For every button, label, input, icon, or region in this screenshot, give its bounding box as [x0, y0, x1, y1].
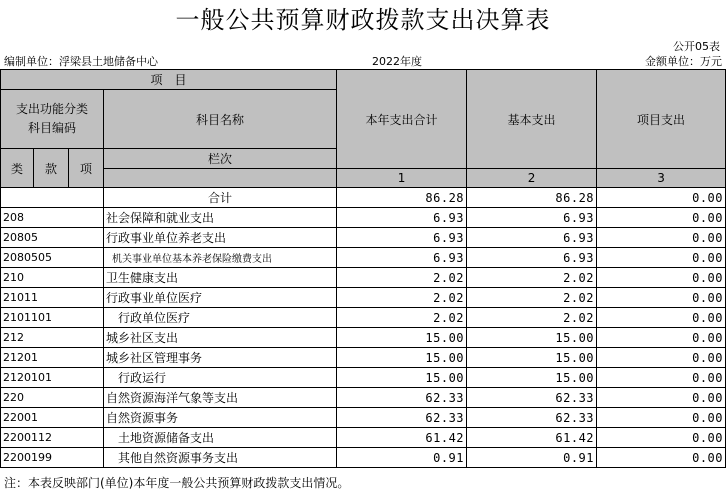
row-subject-name: 土地资源储备支出: [104, 428, 337, 448]
row-code: 21011: [1, 288, 104, 308]
row-code: 21201: [1, 348, 104, 368]
row-subject-name: 自然资源事务: [104, 408, 337, 428]
row-total: 6.93: [337, 228, 467, 248]
row-project: 0.00: [597, 328, 726, 348]
row-code: 2200199: [1, 448, 104, 468]
header-col2: 2: [467, 169, 597, 188]
table-row: [1, 308, 726, 328]
table-row: [1, 208, 726, 228]
header-lanci: 栏次: [104, 149, 337, 169]
row-project: 0.00: [597, 348, 726, 368]
row-code: 212: [1, 328, 104, 348]
table-row: [1, 328, 726, 348]
row-basic: 15.00: [467, 348, 597, 368]
row-total: 61.42: [337, 428, 467, 448]
row-basic: 15.00: [467, 368, 597, 388]
row-total: 6.93: [337, 248, 467, 268]
table-row: [1, 268, 726, 288]
row-basic: 6.93: [467, 248, 597, 268]
row-subject-name: 行政运行: [104, 368, 337, 388]
row-subject-name: 行政事业单位养老支出: [104, 228, 337, 248]
row-subject-name: 城乡社区支出: [104, 328, 337, 348]
total-row: [1, 188, 726, 208]
row-total: 15.00: [337, 328, 467, 348]
row-basic: 2.02: [467, 268, 597, 288]
row-project: 0.00: [597, 388, 726, 408]
header-category-code: 支出功能分类 科目编码: [1, 90, 104, 149]
row-total: 62.33: [337, 408, 467, 428]
row-basic: 2.02: [467, 308, 597, 328]
total-code-cell: [1, 188, 104, 208]
row-project: 0.00: [597, 428, 726, 448]
row-basic: 6.93: [467, 228, 597, 248]
row-code: 22001: [1, 408, 104, 428]
row-code: 2120101: [1, 368, 104, 388]
row-total: 2.02: [337, 288, 467, 308]
row-project: 0.00: [597, 368, 726, 388]
fiscal-year: 2022年度: [372, 55, 422, 68]
row-project: 0.00: [597, 288, 726, 308]
header-project: 项目支出: [597, 70, 726, 169]
row-subject-name: 机关事业单位基本养老保险缴费支出: [104, 248, 337, 268]
compiling-unit: 编制单位：浮梁县土地储备中心: [4, 55, 158, 68]
row-subject-name: 行政事业单位医疗: [104, 288, 337, 308]
table-row: [1, 368, 726, 388]
table-row: [1, 388, 726, 408]
row-total: 2.02: [337, 308, 467, 328]
row-total: 15.00: [337, 348, 467, 368]
header-subject-name: 科目名称: [104, 90, 337, 149]
row-basic: 62.33: [467, 408, 597, 428]
report-meta: [0, 53, 726, 68]
row-code: 2080505: [1, 248, 104, 268]
row-subject-name: 卫生健康支出: [104, 268, 337, 288]
total-basic: 86.28: [467, 188, 597, 208]
row-basic: 61.42: [467, 428, 597, 448]
row-basic: 6.93: [467, 208, 597, 228]
row-project: 0.00: [597, 308, 726, 328]
header-basic: 基本支出: [467, 70, 597, 169]
report-title: 一般公共预算财政拨款支出决算表: [175, 6, 551, 34]
row-project: 0.00: [597, 208, 726, 228]
total-project: 0.00: [597, 188, 726, 208]
row-code: 2200112: [1, 428, 104, 448]
header-subject-blank: [104, 169, 337, 188]
row-basic: 15.00: [467, 328, 597, 348]
row-total: 0.91: [337, 448, 467, 468]
header-total: 本年支出合计: [337, 70, 467, 169]
row-project: 0.00: [597, 408, 726, 428]
table-row: [1, 448, 726, 468]
table-row: [1, 248, 726, 268]
header-lei: 类: [1, 149, 34, 188]
form-number: 公开05表: [673, 40, 720, 53]
row-subject-name: 其他自然资源事务支出: [104, 448, 337, 468]
row-subject-name: 行政单位医疗: [104, 308, 337, 328]
row-code: 210: [1, 268, 104, 288]
table-note: 注：本表反映部门(单位)本年度一般公共预算财政拨款支出情况。: [4, 476, 350, 490]
total-label: 合计: [104, 188, 337, 208]
row-basic: 2.02: [467, 288, 597, 308]
row-code: 220: [1, 388, 104, 408]
table-row: [1, 228, 726, 248]
row-basic: 62.33: [467, 388, 597, 408]
header-kuan: 款: [34, 149, 69, 188]
row-total: 15.00: [337, 368, 467, 388]
row-project: 0.00: [597, 228, 726, 248]
table-row: [1, 288, 726, 308]
expenditure-table: [0, 69, 726, 468]
header-col3: 3: [597, 169, 726, 188]
row-total: 62.33: [337, 388, 467, 408]
table-row: [1, 428, 726, 448]
row-subject-name: 自然资源海洋气象等支出: [104, 388, 337, 408]
table-row: [1, 348, 726, 368]
row-project: 0.00: [597, 248, 726, 268]
row-subject-name: 社会保障和就业支出: [104, 208, 337, 228]
row-code: 2101101: [1, 308, 104, 328]
row-subject-name: 城乡社区管理事务: [104, 348, 337, 368]
row-total: 6.93: [337, 208, 467, 228]
total-amount: 86.28: [337, 188, 467, 208]
table-row: [1, 408, 726, 428]
row-total: 2.02: [337, 268, 467, 288]
row-code: 20805: [1, 228, 104, 248]
header-item: 项 目: [1, 70, 337, 90]
row-project: 0.00: [597, 268, 726, 288]
row-code: 208: [1, 208, 104, 228]
money-unit: 金额单位：万元: [645, 55, 722, 68]
row-project: 0.00: [597, 448, 726, 468]
row-basic: 0.91: [467, 448, 597, 468]
header-col1: 1: [337, 169, 467, 188]
header-xiang: 项: [69, 149, 104, 188]
